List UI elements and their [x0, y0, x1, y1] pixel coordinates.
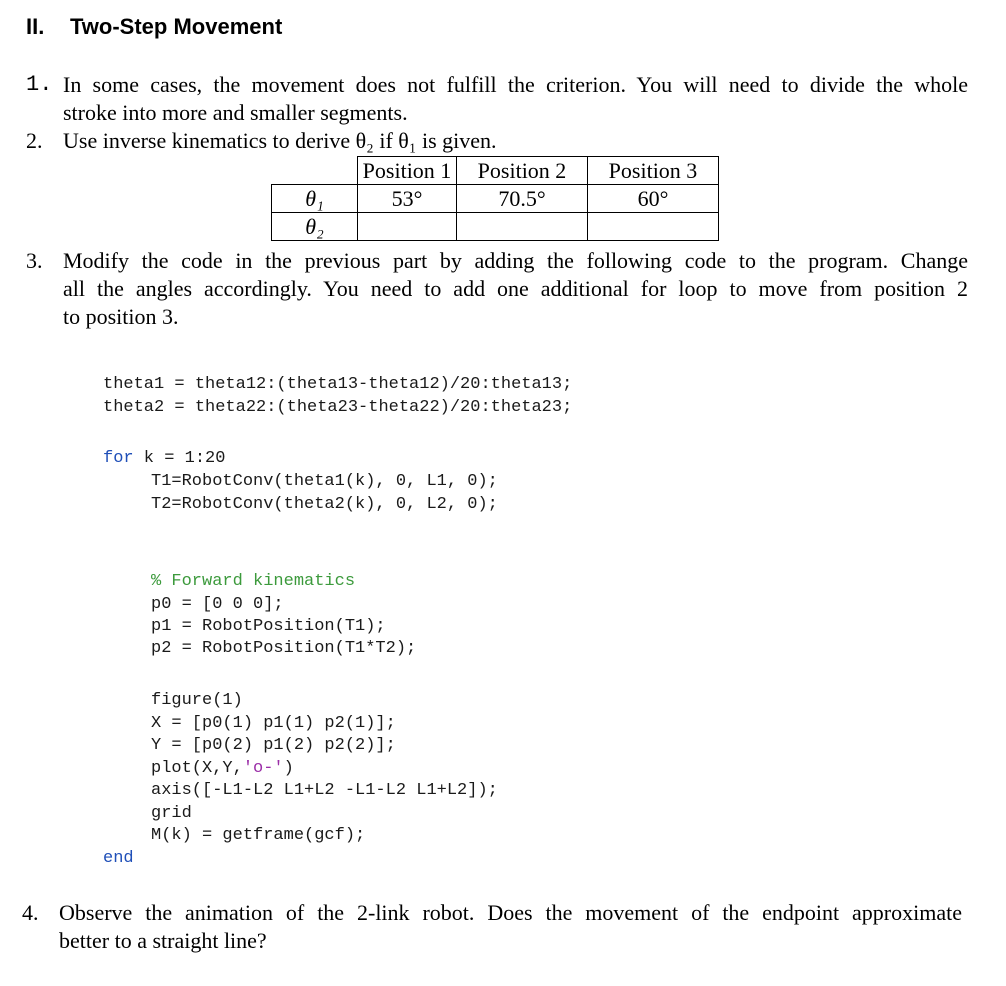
- keyword-end: end: [103, 849, 134, 868]
- section-title: Two-Step Movement: [70, 14, 283, 39]
- item-text-line: Modify the code in the previous part by adding the following code to the program. Change: [63, 248, 968, 273]
- item-text: Use inverse kinematics to derive θ₂ if θ₁ is given.: [63, 128, 497, 153]
- table-cell: [588, 213, 719, 241]
- code-fragment: plot(X,Y,: [151, 759, 243, 778]
- code-line: figure(1): [151, 691, 243, 710]
- code-line: T1=RobotConv(theta1(k), 0, L1, 0);: [151, 472, 498, 491]
- table-corner: [272, 157, 358, 185]
- code-line: grid: [151, 804, 192, 823]
- code-line: T2=RobotConv(theta2(k), 0, L2, 0);: [151, 495, 498, 514]
- code-line: X = [p0(1) p1(1) p2(1)];: [151, 714, 396, 733]
- code-line: p2 = RobotPosition(T1*T2);: [151, 639, 417, 658]
- table-header-cell: Position 1: [358, 157, 457, 185]
- code-comment: % Forward kinematics: [151, 572, 356, 591]
- item-number: 1.: [26, 72, 53, 97]
- table-header-cell: Position 2: [457, 157, 588, 185]
- position-table: [271, 156, 719, 241]
- table-cell: 53°: [358, 185, 457, 213]
- code-line: Y = [p0(2) p1(2) p2(2)];: [151, 736, 396, 755]
- item-text-line: to position 3.: [63, 304, 179, 329]
- list-item-1: [26, 71, 968, 127]
- item-number: 3.: [26, 248, 43, 273]
- table-cell: 70.5°: [457, 185, 588, 213]
- list-item-3: [26, 247, 968, 331]
- item-text-line: Observe the animation of the 2-link robot. Does the movement of the endpoint approximate: [59, 900, 962, 925]
- code-line: theta2 = theta22:(theta23-theta22)/20:theta23;: [103, 398, 573, 417]
- table-header-row: [272, 157, 719, 185]
- section-heading: [26, 14, 282, 40]
- code-line-plot: [151, 759, 294, 778]
- list-item-2: [26, 127, 968, 155]
- table-row: [272, 213, 719, 241]
- code-line: M(k) = getframe(gcf);: [151, 826, 366, 845]
- item-number: 2.: [26, 128, 43, 153]
- row-label: θ₁: [272, 185, 358, 213]
- code-line: p1 = RobotPosition(T1);: [151, 617, 386, 636]
- item-text-line: stroke into more and smaller segments.: [63, 100, 408, 125]
- code-line-for: [103, 449, 225, 468]
- table-header-cell: Position 3: [588, 157, 719, 185]
- item-text-line: better to a straight line?: [59, 928, 267, 953]
- row-label: θ₂: [272, 213, 358, 241]
- list-item-4: [22, 899, 962, 955]
- code-line: theta1 = theta12:(theta13-theta12)/20:theta13;: [103, 375, 573, 394]
- table-row: [272, 185, 719, 213]
- item-number: 4.: [22, 900, 39, 925]
- item-text-line: In some cases, the movement does not fulfill the criterion. You will need to divide the whole: [63, 72, 968, 97]
- table-cell: [457, 213, 588, 241]
- code-fragment: k = 1:20: [133, 449, 226, 468]
- keyword-for: for: [103, 449, 134, 468]
- code-string: 'o-': [242, 759, 284, 778]
- section-number: II.: [26, 14, 45, 39]
- table-cell: 60°: [588, 185, 719, 213]
- code-line: axis([-L1-L2 L1+L2 -L1-L2 L1+L2]);: [151, 781, 498, 800]
- table-cell: [358, 213, 457, 241]
- code-fragment: ): [283, 759, 294, 778]
- item-text-line: all the angles accordingly. You need to add one additional for loop to move from position 2: [63, 276, 968, 301]
- code-line: p0 = [0 0 0];: [151, 595, 284, 614]
